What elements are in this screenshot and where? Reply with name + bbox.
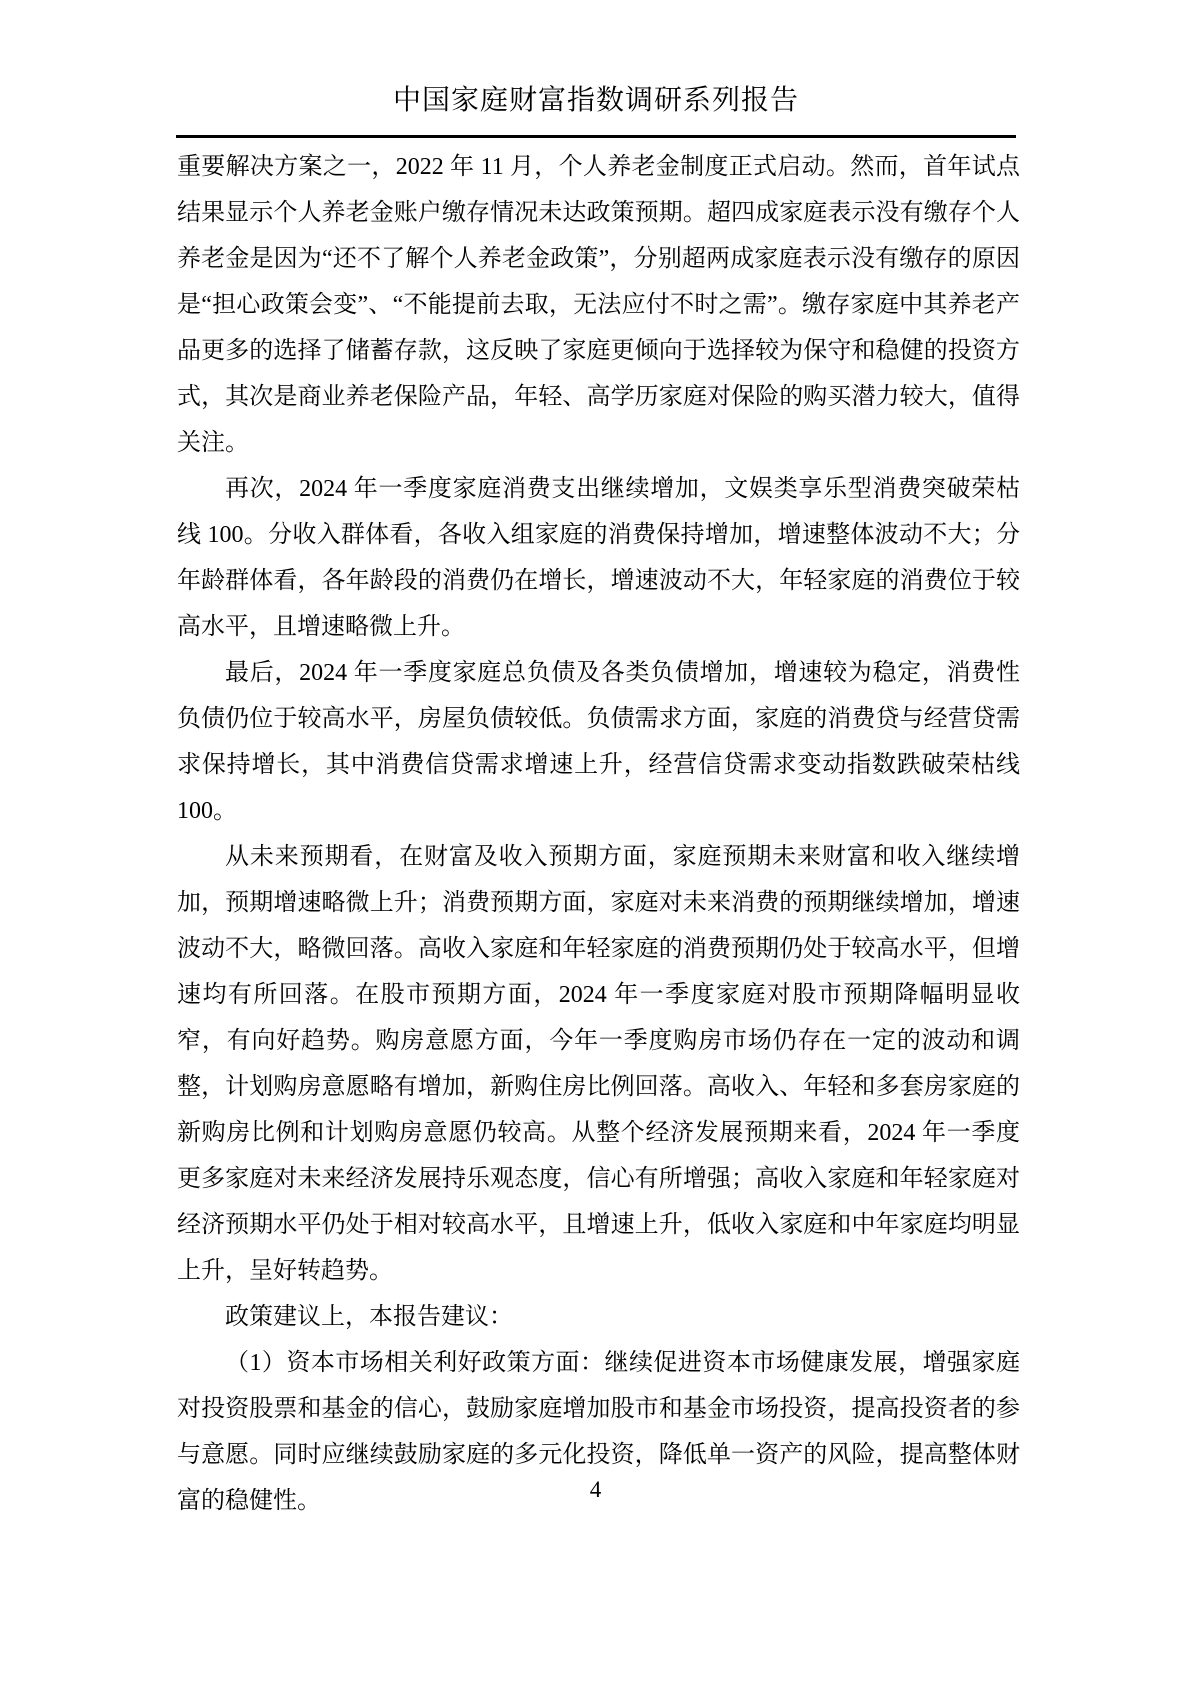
body-paragraph: （1）资本市场相关利好政策方面：继续促进资本市场健康发展，增强家庭对投资股票和基金的信心，鼓励家庭增加股市和基金市场投资，提高投资者的参与意愿。同时应继续鼓励家庭的多元化投资，降低单一资产的风险，提高整体财富的稳健性。 [177,1350,1020,1514]
body-paragraph: 重要解决方案之一，2022 年 11 月，个人养老金制度正式启动。然而，首年试点结果显示个人养老金账户缴存情况未达政策预期。超四成家庭表示没有缴存个人养老金是因为“还不了解个人养老金政策”，分别超两成家庭表示没有缴存的原因是“担心政策会变”、“不能提前去取，无法应付不时之需”。缴存家庭中其养老产品更多的选择了储蓄存款，这反映了家庭更倾向于选择较为保守和稳健的投资方式，其次是商业养老保险产品，年轻、高学历家庭对保险的购买潜力较大，值得关注。 [177,154,1020,456]
report-series-title: 中国家庭财富指数调研系列报告 [392,85,799,116]
page-header [176,84,1016,138]
body-paragraph: 从未来预期看，在财富及收入预期方面，家庭预期未来财富和收入继续增加，预期增速略微上升；消费预期方面，家庭对未来消费的预期继续增加，增速波动不大，略微回落。高收入家庭和年轻家庭的消费预期仍处于较高水平，但增速均有所回落。在股市预期方面，2024 年一季度家庭对股市预期降幅明显收窄，有向好趋势。购房意愿方面，今年一季度购房市场仍存在一定的波动和调整，计划购房意愿略有增加，新购住房比例回落。高收入、年轻和多套房家庭的新购房比例和计划购房意愿仍较高。从整个经济发展预期来看，2024 年一季度更多家庭对未来经济发展持乐观态度，信心有所增强；高收入家庭和年轻家庭对经济预期水平仍处于相对较高水平，且增速上升，低收入家庭和中年家庭均明显上升，呈好转趋势。 [177,844,1020,1284]
page-footer [0,1477,1191,1503]
body-paragraph: 政策建议上，本报告建议： [225,1304,513,1330]
header-divider [176,135,1016,138]
page-number: 4 [589,1477,602,1502]
body-paragraph: 再次，2024 年一季度家庭消费支出继续增加，文娱类享乐型消费突破荣枯线 100。分收入群体看，各收入组家庭的消费保持增加，增速整体波动不大；分年龄群体看，各年龄段的消费仍在增长，增速波动不大，年轻家庭的消费位于较高水平，且增速略微上升。 [177,476,1020,640]
page-body [177,144,1020,1524]
body-paragraph: 最后，2024 年一季度家庭总负债及各类负债增加，增速较为稳定，消费性负债仍位于较高水平，房屋负债较低。负债需求方面，家庭的消费贷与经营贷需求保持增长，其中消费信贷需求增速上升，经营信贷需求变动指数跌破荣枯线 100。 [177,660,1020,824]
